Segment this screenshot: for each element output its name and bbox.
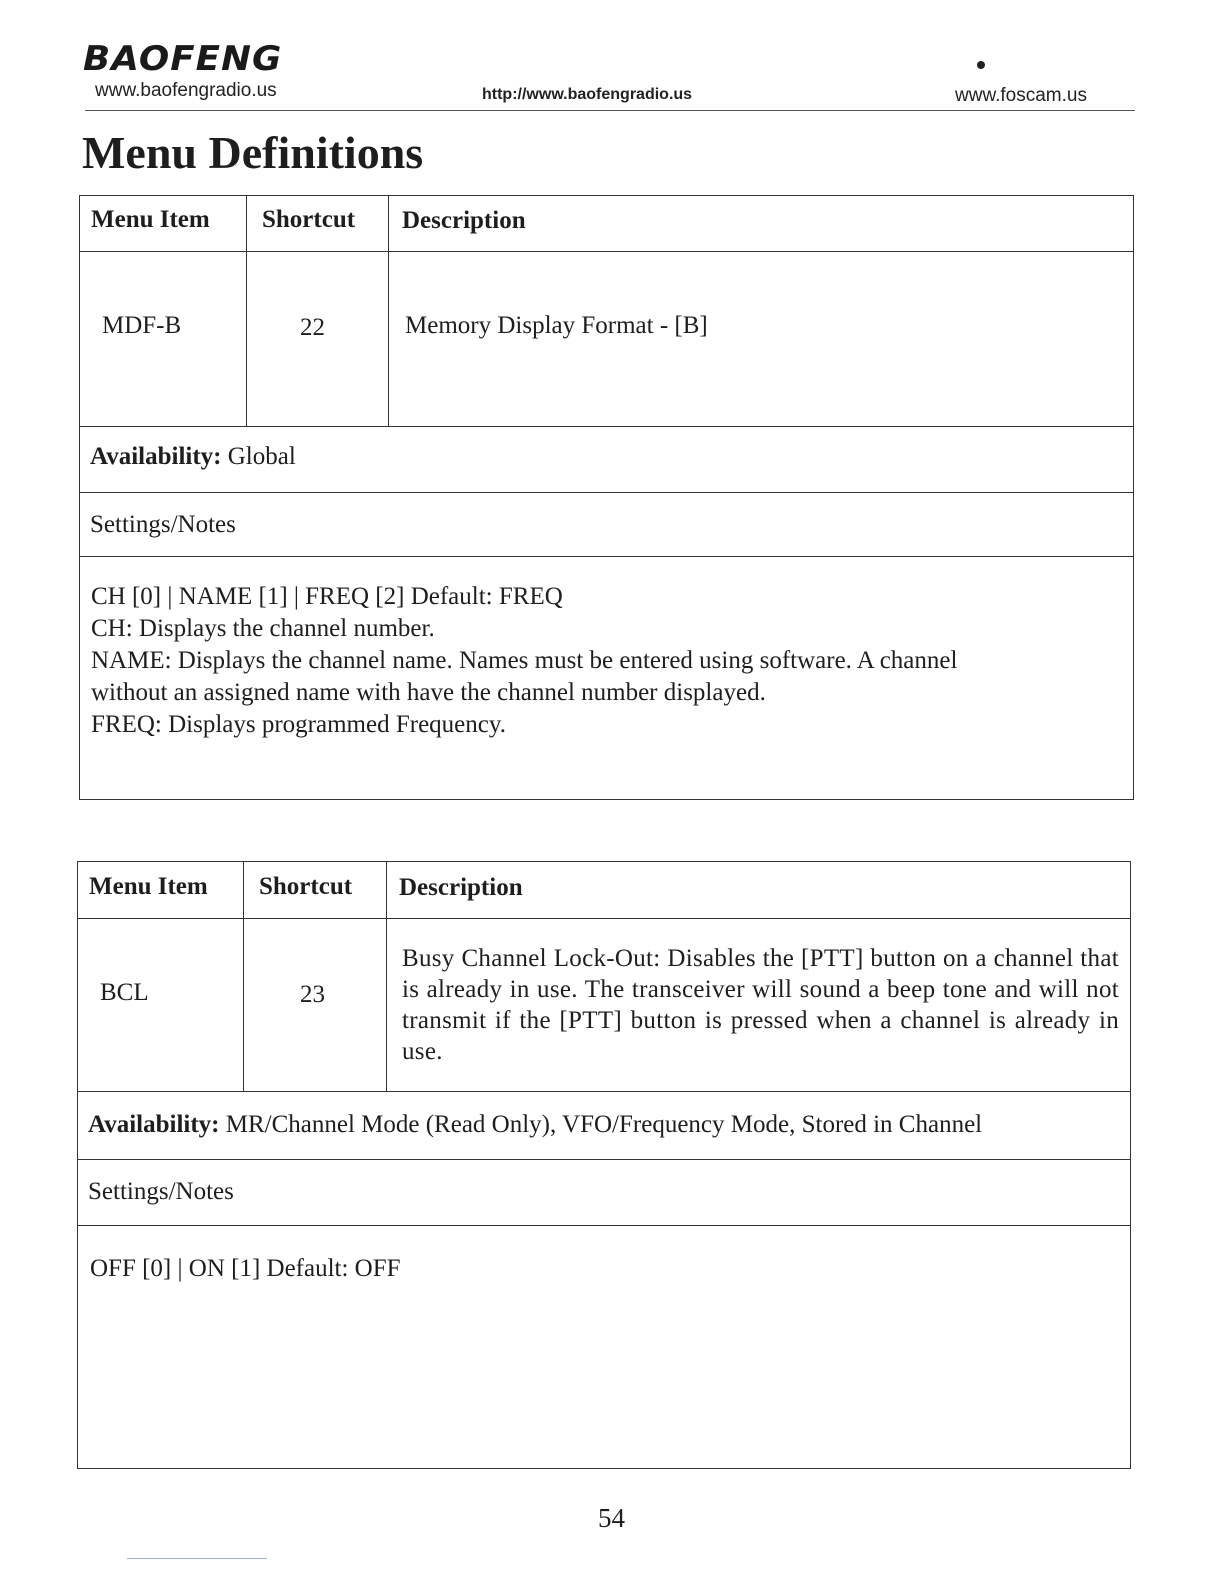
availability-text [90, 441, 296, 472]
notes-row [78, 1226, 1130, 1468]
availability-label: Availability: [90, 443, 222, 470]
notes-line: CH [0] | NAME [1] | FREQ [2] Default: FREQ [91, 583, 563, 610]
notes-heading-row [78, 1160, 1130, 1226]
menu-item-cell [78, 919, 244, 1091]
notes-row [80, 557, 1133, 799]
availability-label: Availability: [88, 1111, 220, 1138]
notes-heading: Settings/Notes [88, 1178, 234, 1205]
column-header-menu-item: Menu Item [91, 206, 210, 233]
header-cell [247, 196, 389, 251]
menu-item-value: MDF-B [102, 312, 182, 339]
notes-line: OFF [0] | ON [1] Default: OFF [90, 1255, 401, 1282]
shortcut-value: 22 [300, 314, 325, 341]
footer-divider [127, 1558, 267, 1559]
column-header-menu-item: Menu Item [89, 873, 208, 900]
shortcut-value: 23 [300, 981, 325, 1008]
menu-item-value: BCL [100, 979, 149, 1006]
header-cell [387, 862, 1130, 918]
notes-heading: Settings/Notes [90, 511, 236, 538]
shortcut-cell [244, 919, 387, 1091]
column-header-shortcut: Shortcut [259, 873, 353, 900]
table-row [78, 919, 1130, 1092]
page-title: Menu Definitions [82, 127, 424, 178]
brand-logo: BAOFENG [83, 39, 283, 79]
header-divider [85, 110, 1135, 111]
table-row [80, 252, 1133, 427]
header-url-right[interactable]: www.foscam.us [955, 85, 1087, 106]
notes-body [91, 581, 1113, 741]
header-url-center[interactable]: http://www.baofengradio.us [482, 86, 693, 103]
notes-line: without an assigned name with have the channel number displayed. [91, 679, 766, 706]
table-header-row [78, 862, 1130, 919]
notes-line: NAME: Displays the channel name. Names must be entered using software. A channel [91, 647, 958, 674]
header-url-left[interactable]: www.baofengradio.us [95, 80, 277, 101]
column-header-description: Description [399, 874, 523, 901]
header-cell [244, 862, 387, 918]
description-cell [389, 252, 1133, 426]
availability-row [80, 427, 1133, 493]
description-value: Busy Channel Lock-Out: Disables the [PTT] button on a channel that is already in use. The transceiver will sound a beep tone and will not transmit if the [PTT] button is pressed when a channel is already in use. [402, 945, 1119, 1065]
menu-item-cell [80, 252, 247, 426]
notes-body [90, 1253, 1110, 1285]
menu-entry-table [79, 195, 1134, 800]
header-cell [78, 862, 244, 918]
column-header-shortcut: Shortcut [262, 206, 356, 233]
notes-line: CH: Displays the channel number. [91, 615, 435, 642]
availability-row [78, 1092, 1130, 1160]
column-header-description: Description [402, 207, 526, 234]
description-value: Memory Display Format - [B] [405, 312, 708, 339]
notes-heading-row [80, 493, 1133, 557]
shortcut-cell [247, 252, 389, 426]
dot-icon [977, 61, 985, 69]
page-number: 54 [598, 1503, 625, 1533]
menu-entry-table [77, 861, 1131, 1469]
header-cell [80, 196, 247, 251]
header-cell [389, 196, 1133, 251]
description-cell [387, 919, 1130, 1091]
availability-value: Global [227, 443, 296, 470]
availability-value: MR/Channel Mode (Read Only), VFO/Frequency Mode, Stored in Channel [225, 1111, 983, 1138]
availability-text [88, 1109, 982, 1140]
notes-line: FREQ: Displays programmed Frequency. [91, 711, 506, 738]
table-header-row [80, 196, 1133, 252]
